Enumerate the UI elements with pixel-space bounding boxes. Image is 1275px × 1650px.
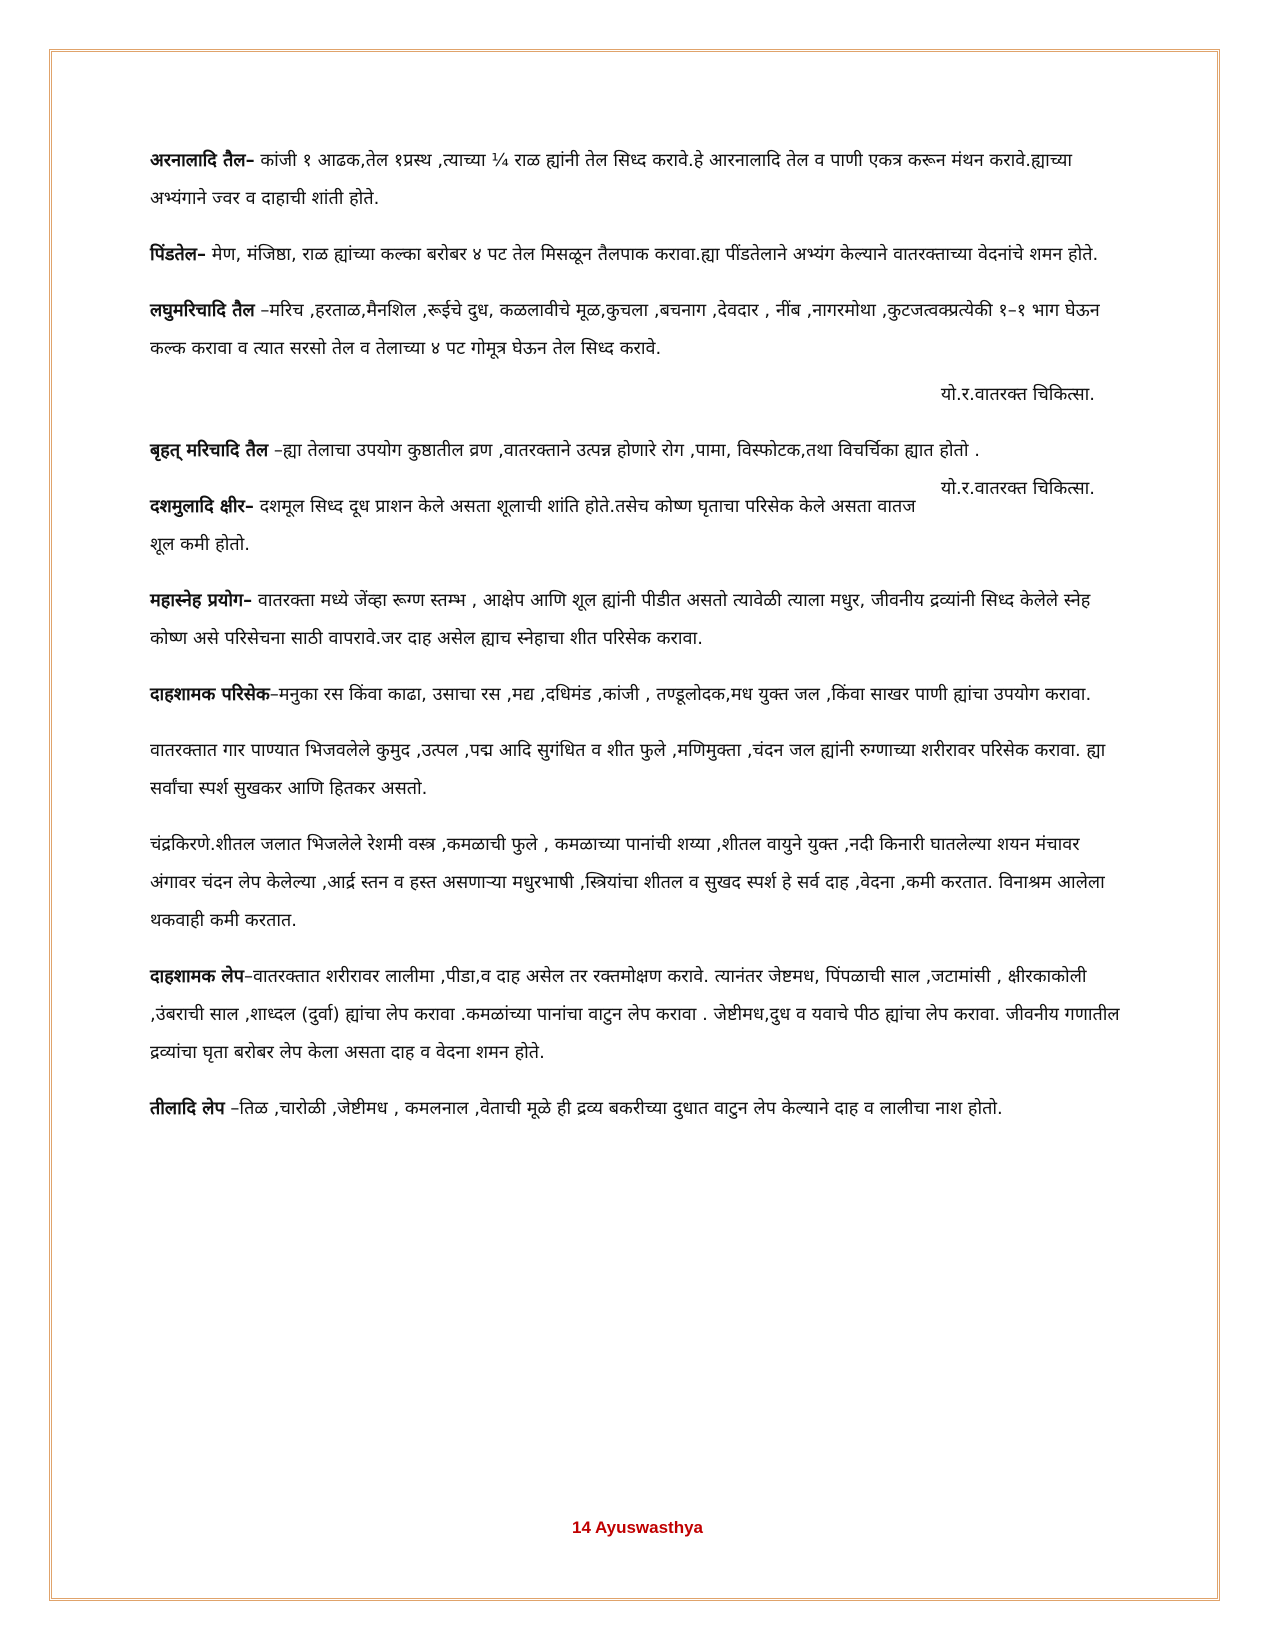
paragraph-heading: दाहशामक परिसेक	[150, 684, 270, 705]
paragraph-heading: लघुमरिचादि तैल	[150, 300, 255, 321]
document-body	[150, 142, 1125, 1146]
paragraph-text: –तिळ ,चारोळी ,जेष्टीमध , कमलनाल ,वेताची मूळे ही द्रव्य बकरीच्या दुधात वाटुन लेप केल्याने दाह व लालीचा नाश होतो.	[224, 1098, 1003, 1119]
paragraph-moonlight	[150, 826, 1125, 940]
paragraph-heading: तीलादि लेप	[150, 1098, 225, 1119]
paragraph-heading: महास्नेह प्रयोग–	[150, 590, 253, 611]
paragraph-heading: दाहशामक लेप	[150, 966, 244, 987]
paragraph-dahashamak-parisek	[150, 676, 1125, 714]
paragraph-tiladi-lep	[150, 1090, 1125, 1128]
paragraph-pindtel	[150, 236, 1125, 274]
paragraph-text: वातरक्तात गार पाण्यात भिजवलेले कुमुद ,उत्पल ,पद्म आदि सुगंधित व शीत फुले ,मणिमुक्ता ,चंदन जल ह्यांनी रुग्णाच्या शरीरावर परिसेक करावा. ह्या सर्वांचा स्पर्श सुखकर आणि हितकर असतो.	[150, 740, 1106, 799]
paragraph-heading: अरनालादि तैल–	[150, 150, 255, 171]
citation: यो.र.वातरक्त चिकित्सा.	[940, 478, 1095, 499]
paragraph-bruhat-marichadi-tail	[150, 432, 1125, 499]
paragraph-text: –ह्या तेलाचा उपयोग कुष्ठातील व्रण ,वातरक्ताने उत्पन्न होणारे रोग ,पामा, विस्फोटक,तथा विचर्चिका ह्यात होतो .	[268, 440, 980, 461]
paragraph-text: दशमूल सिध्द दूध प्राशन केले असता शूलाची शांति होते.तसेच कोष्ण घृताचा परिसेक केले असता वातज शूल कमी होतो.	[150, 496, 916, 555]
paragraph-text: –वातरक्तात शरीरावर लालीमा ,पीडा,व दाह असेल तर रक्तमोक्षण करावे. त्यानंतर जेष्टमध, पिंपळाची साल ,जटामांसी , क्षीरकाकोली ,उंबराची साल ,शाध्दल (दुर्वा) ह्यांचा लेप करावा .कमळांच्या पानांचा वाटुन लेप करावा . जेष्टीमध,दुध व यवाचे पीठ ह्यांचा लेप करावा. जीवनीय गणातील द्रव्यांचा घृता बरोबर लेप केला असता दाह व वेदना शमन होते.	[150, 966, 1120, 1063]
paragraph-text: वातरक्ता मध्ये जेंव्हा रूग्ण स्तम्भ , आक्षेप आणि शूल ह्यांनी पीडीत असतो त्यावेळी त्याला मधुर, जीवनीय द्रव्यांनी सिध्द केलेले स्नेह कोष्ण असे परिसेचना साठी वापरावे.जर दाह असेल ह्याच स्नेहाचा शीत परिसेक करावा.	[150, 590, 1091, 649]
paragraph-laghumarichadi-tail	[150, 292, 1125, 368]
paragraph-heading: पिंडतेल–	[150, 244, 206, 265]
paragraph-heading: बृहत् मरिचादि तैल	[150, 440, 269, 461]
paragraph-dahashamak-lep	[150, 958, 1125, 1072]
paragraph-arnaladi-tail	[150, 142, 1125, 218]
paragraph-mahasneh-prayog	[150, 582, 1125, 658]
paragraph-text: –मरिच ,हरताळ,मैनशिल ,रूईचे दुध, कळलावीचे मूळ,कुचला ,बचनाग ,देवदार , नींब ,नागरमोथा ,कुटजत्वक्प्रत्येकी १–१ भाग घेऊन कल्क करावा व त्यात सरसो तेल व तेलाच्या ४ पट गोमूत्र घेऊन तेल सिध्द करावे.	[150, 300, 1100, 359]
citation: यो.र.वातरक्त चिकित्सा.	[940, 384, 1095, 405]
page-footer: 14 Ayuswasthya	[571, 1518, 704, 1537]
paragraph-text: –मनुका रस किंवा काढा, उसाचा रस ,मद्य ,दधिमंड ,कांजी , तण्डूलोदक,मध युक्त जल ,किंवा साखर पाणी ह्यांचा उपयोग करावा.	[269, 684, 1092, 705]
paragraph-text: चंद्रकिरणे.शीतल जलात भिजलेले रेशमी वस्त्र ,कमळाची फुले , कमळाच्या पानांची शय्या ,शीतल वायुने युक्त ,नदी किनारी घातलेल्या शयन मंचावर अंगावर चंदन लेप केलेल्या ,आर्द्र स्तन व हस्त असणाऱ्या मधुरभाषी ,स्त्रियांचा शीतल व सुखद स्पर्श हे सर्व दाह ,वेदना ,कमी करतात. विनाश्रम आलेला थकवाही कमी करतात.	[150, 834, 1105, 931]
paragraph-cooling-flowers	[150, 732, 1125, 808]
paragraph-text: कांजी १ आढक,तेल १प्रस्थ ,त्याच्या ¼ राळ ह्यांनी तेल सिध्द करावे.हे आरनालादि तेल व पाणी एकत्र करून मंथन करावे.ह्याच्या अभ्यंगाने ज्वर व दाहाची शांती होते.	[150, 150, 1073, 209]
paragraph-text: मेण, मंजिष्ठा, राळ ह्यांच्या कल्का बरोबर ४ पट तेल मिसळून तैलपाक करावा.ह्या पींडतेलाने अभ्यंग केल्याने वातरक्ताच्या वेदनांचे शमन होते.	[205, 244, 1099, 265]
paragraph-heading: दशमुलादि क्षीर–	[150, 496, 254, 517]
